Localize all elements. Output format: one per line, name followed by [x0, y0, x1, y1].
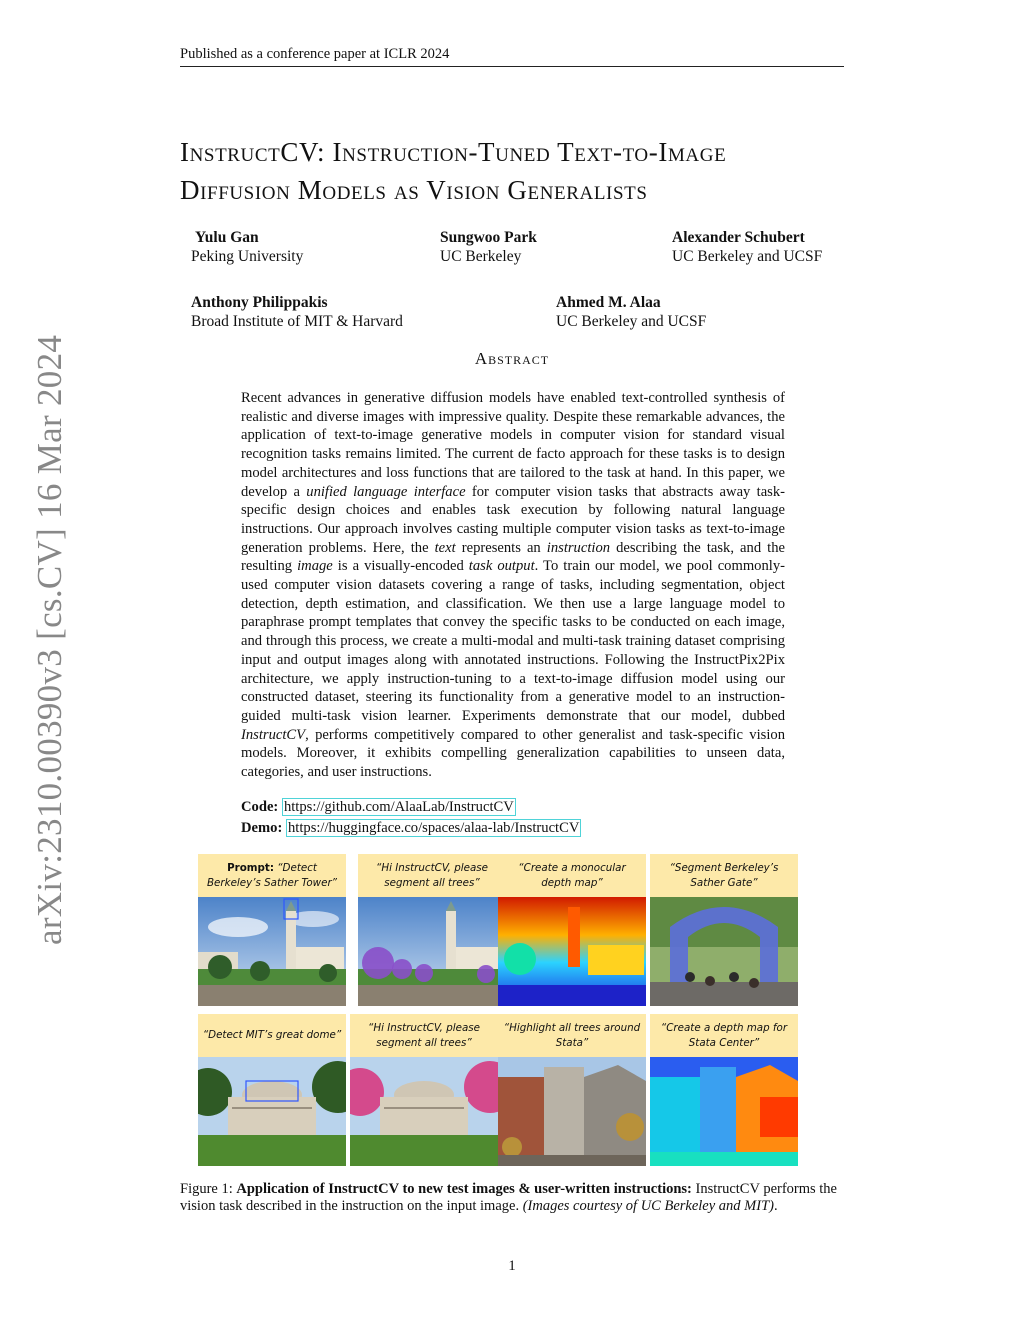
abstract-emphasis: text — [434, 539, 456, 556]
abstract-heading: Abstract — [474, 349, 550, 368]
abstract-emphasis: InstructCV — [241, 726, 306, 743]
figure-panel — [650, 854, 798, 1006]
abstract-segment: represents an — [455, 539, 547, 556]
demo-label: Demo: — [241, 820, 283, 836]
author-name: Sungwoo Park — [440, 229, 537, 246]
sather-gate-segmentation-image — [650, 897, 798, 1006]
prompt-label: Prompt: — [227, 861, 274, 874]
abstract-emphasis: unified language interface — [306, 483, 466, 500]
author-block — [191, 228, 303, 266]
page-number: 1 — [508, 1258, 516, 1274]
arxiv-watermark: arXiv:2310.00390v3 [cs.CV] 16 Mar 2024 — [30, 334, 69, 945]
figure-label: Figure 1: — [180, 1181, 233, 1197]
figure-caption — [180, 1181, 844, 1215]
panel-caption: “Create a monocular depth map” — [498, 854, 646, 897]
figure-1 — [198, 854, 826, 1158]
figure-panel — [498, 854, 646, 1006]
author-name: Yulu Gan — [195, 229, 259, 246]
abstract-segment: describing the task, and the resulting — [241, 539, 785, 575]
stata-depth-map-image — [650, 1057, 798, 1166]
author-block — [191, 293, 403, 331]
panel-caption: “Hi InstructCV, please segment all trees” — [350, 1014, 498, 1057]
figure-caption-bold: Application of InstructCV to new test images & user-written instructions: — [236, 1181, 692, 1197]
panel-caption: “Segment Berkeley’s Sather Gate” — [650, 854, 798, 897]
panel-caption-text: “Detect Berkeley’s Sather Tower” — [206, 861, 338, 889]
figure-caption-italic: (Images courtesy of UC Berkeley and MIT) — [522, 1198, 774, 1214]
abstract-segment: is a visually-encoded — [332, 558, 469, 575]
abstract-segment: Recent advances in generative diffusion models have enabled text-controlled synthesis of realistic and diverse images with impressive quality. Despite these remarkable advances, the application of text-to-image generative models in computer vision for standard visual recognition tasks remains limited. The current de facto approach for these tasks is to design model architectures and loss functions that are tailored to the task at hand. In this paper, we develop a — [241, 390, 785, 500]
demo-line — [241, 820, 581, 837]
figure-panel — [650, 1014, 798, 1166]
author-affiliation: UC Berkeley — [440, 248, 522, 265]
abstract-emphasis: image — [297, 558, 333, 575]
code-label: Code: — [241, 799, 279, 815]
author-affiliation: UC Berkeley and UCSF — [556, 313, 707, 330]
panel-caption: “Detect MIT’s great dome” — [198, 1014, 346, 1057]
author-affiliation: Broad Institute of MIT & Harvard — [191, 313, 403, 330]
author-name: Ahmed M. Alaa — [556, 294, 661, 311]
demo-link[interactable]: https://huggingface.co/spaces/alaa-lab/InstructCV — [288, 820, 580, 836]
author-affiliation: Peking University — [191, 248, 304, 265]
author-affiliation: UC Berkeley and UCSF — [672, 248, 823, 265]
abstract-emphasis: task output — [468, 558, 535, 575]
figure-panel — [498, 1014, 646, 1166]
running-header: Published as a conference paper at ICLR 2024 — [180, 46, 450, 62]
figure-panel — [198, 854, 346, 1006]
figure-panel — [350, 1014, 498, 1166]
abstract-emphasis: instruction — [546, 539, 611, 556]
panel-caption: “Create a depth map for Stata Center” — [650, 1014, 798, 1057]
author-name: Alexander Schubert — [672, 229, 805, 246]
mit-dome-detection-image — [198, 1057, 346, 1166]
panel-caption: “Highlight all trees around Stata” — [498, 1014, 646, 1057]
code-line — [241, 799, 516, 816]
mit-tree-segmentation-image — [350, 1057, 498, 1166]
paper-title — [180, 133, 860, 209]
author-block — [672, 228, 822, 266]
sather-tower-detection-image — [198, 897, 346, 1006]
panel-caption — [198, 854, 346, 897]
abstract-text — [241, 389, 785, 782]
header-rule — [180, 66, 844, 67]
abstract-segment: for computer vision tasks that abstracts away task-specific design choices and enables task execution by following natural language instructions. Our approach involves casting multiple computer vision tasks as text-to-image generation problems. Here, the — [241, 483, 786, 556]
abstract-segment: . To train our model, we pool commonly-used computer vision datasets covering a range of tasks, including segmentation, object detection, depth estimation, and classification. We then use a large language model to paraphrase prompt templates that convey the specific tasks to be conducted on each image, and through this process, we create a multi-modal and multi-task training dataset comprising input and output images along with annotated instructions. Following the InstructPix2Pix architecture, we apply instruction-tuning to a text-to-image diffusion model using our constructed dataset, steering its functionality from a generative model to an instruction-guided multi-task vision learner. Experiments demonstrate that our model, dubbed — [241, 558, 785, 724]
author-block — [556, 293, 706, 331]
panel-caption: “Hi InstructCV, please segment all trees” — [358, 854, 506, 897]
depth-map-image — [498, 897, 646, 1006]
code-link[interactable]: https://github.com/AlaaLab/InstructCV — [283, 799, 514, 815]
tree-segmentation-image — [358, 897, 506, 1006]
figure-caption-end: . — [773, 1198, 778, 1214]
figure-caption-text: InstructCV performs the vision task described in the instruction on the input image. — [180, 1181, 837, 1214]
title-line-2: Diffusion Models as Vision Generalists — [180, 175, 648, 205]
author-name: Anthony Philippakis — [191, 294, 328, 311]
author-block — [440, 228, 537, 266]
title-line-1: InstructCV: Instruction-Tuned Text-to-Image — [180, 137, 727, 167]
figure-panel — [358, 854, 506, 1006]
figure-panel — [198, 1014, 346, 1166]
stata-tree-highlight-image — [498, 1057, 646, 1166]
abstract-segment: , performs competitively compared to other generalist and task-specific vision models. Moreover, it exhibits compelling generalization capabilities to unseen data, categories, and user instructions. — [241, 726, 785, 781]
